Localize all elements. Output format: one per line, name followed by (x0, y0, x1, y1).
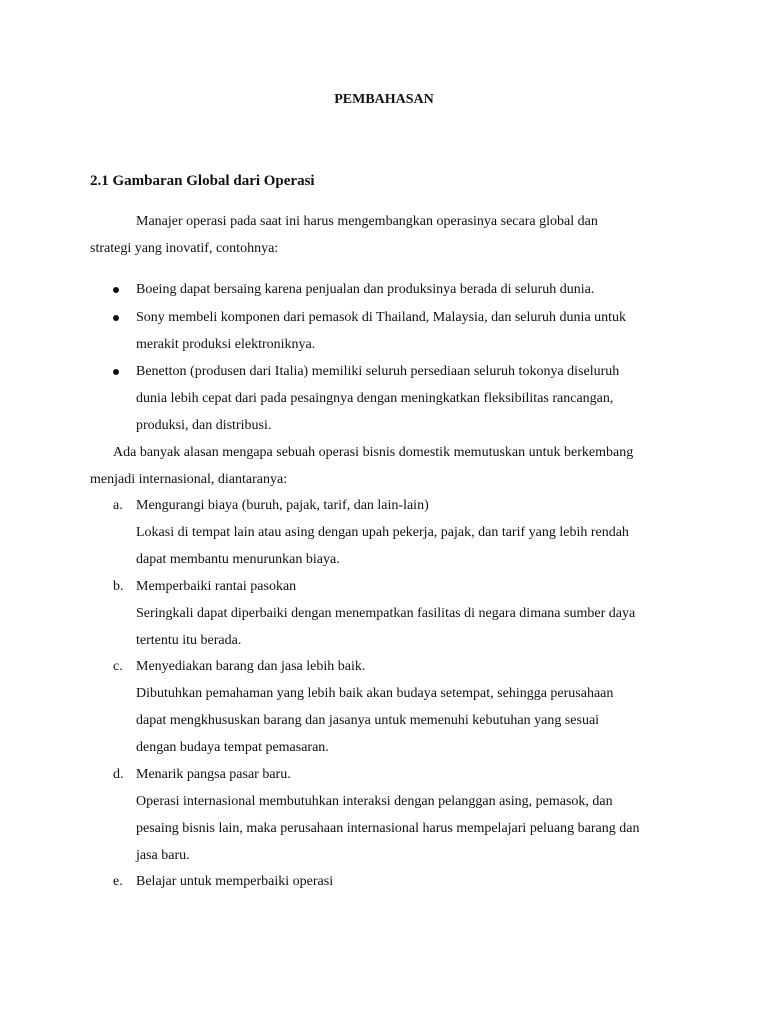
reason-a-line-1: Lokasi di tempat lain atau asing dengan upah pekerja, pajak, dan tarif yang lebih rendah (136, 525, 629, 540)
bullet-3-line-1: Benetton (produsen dari Italia) memiliki seluruh persediaan seluruh tokonya diseluruh (136, 364, 620, 379)
reason-d-line-1: Operasi internasional membutuhkan interaksi dengan pelanggan asing, pemasok, dan (136, 794, 613, 809)
list-marker: a. (113, 498, 123, 513)
section-heading: 2.1 Gambaran Global dari Operasi (90, 173, 315, 189)
bullet-icon (113, 369, 119, 375)
reason-d-title: Menarik pangsa pasar baru. (136, 767, 291, 782)
reason-d-line-2: pesaing bisnis lain, maka perusahaan internasional harus mempelajari peluang barang dan (136, 821, 640, 836)
page-title: PEMBAHASAN (334, 92, 434, 107)
reason-a-line-2: dapat membantu menurunkan biaya. (136, 552, 340, 567)
list-marker: e. (113, 874, 123, 889)
reason-b-line-2: tertentu itu berada. (136, 633, 242, 648)
reason-c-line-2: dapat mengkhususkan barang dan jasanya untuk memenuhi kebutuhan yang sesuai (136, 713, 600, 728)
reason-c-line-1: Dibutuhkan pemahaman yang lebih baik akan budaya setempat, sehingga perusahaan (136, 686, 614, 701)
bullet-3-line-2: dunia lebih cepat dari pada pesaingnya dengan meningkatkan fleksibilitas rancangan, (136, 391, 614, 406)
reason-c-line-3: dengan budaya tempat pemasaran. (136, 740, 329, 755)
bullet-icon (113, 287, 119, 293)
list-marker: b. (113, 579, 124, 594)
bullet-2-line-1: Sony membeli komponen dari pemasok di Thailand, Malaysia, dan seluruh dunia untuk (136, 310, 627, 325)
intro-line-1: Manajer operasi pada saat ini harus mengembangkan operasinya secara global dan (136, 214, 598, 229)
intro-line-2: strategi yang inovatif, contohnya: (90, 241, 279, 256)
reasons-intro-line-1: Ada banyak alasan mengapa sebuah operasi bisnis domestik memutuskan untuk berkembang (113, 445, 634, 460)
reason-d-line-3: jasa baru. (136, 848, 190, 863)
bullet-1-line-1: Boeing dapat bersaing karena penjualan dan produksinya berada di seluruh dunia. (136, 282, 595, 297)
reasons-intro-line-2: menjadi internasional, diantaranya: (90, 472, 288, 487)
bullet-3-line-3: produksi, dan distribusi. (136, 418, 272, 433)
reason-b-line-1: Seringkali dapat diperbaiki dengan menempatkan fasilitas di negara dimana sumber daya (136, 606, 636, 621)
reason-a-title: Mengurangi biaya (buruh, pajak, tarif, dan lain-lain) (136, 498, 429, 513)
bullet-2-line-2: merakit produksi elektroniknya. (136, 337, 316, 352)
bullet-icon (113, 315, 119, 321)
reason-b-title: Memperbaiki rantai pasokan (136, 579, 297, 594)
reason-e-title: Belajar untuk memperbaiki operasi (136, 874, 334, 889)
list-marker: c. (113, 659, 123, 674)
list-marker: d. (113, 767, 124, 782)
reason-c-title: Menyediakan barang dan jasa lebih baik. (136, 659, 366, 674)
